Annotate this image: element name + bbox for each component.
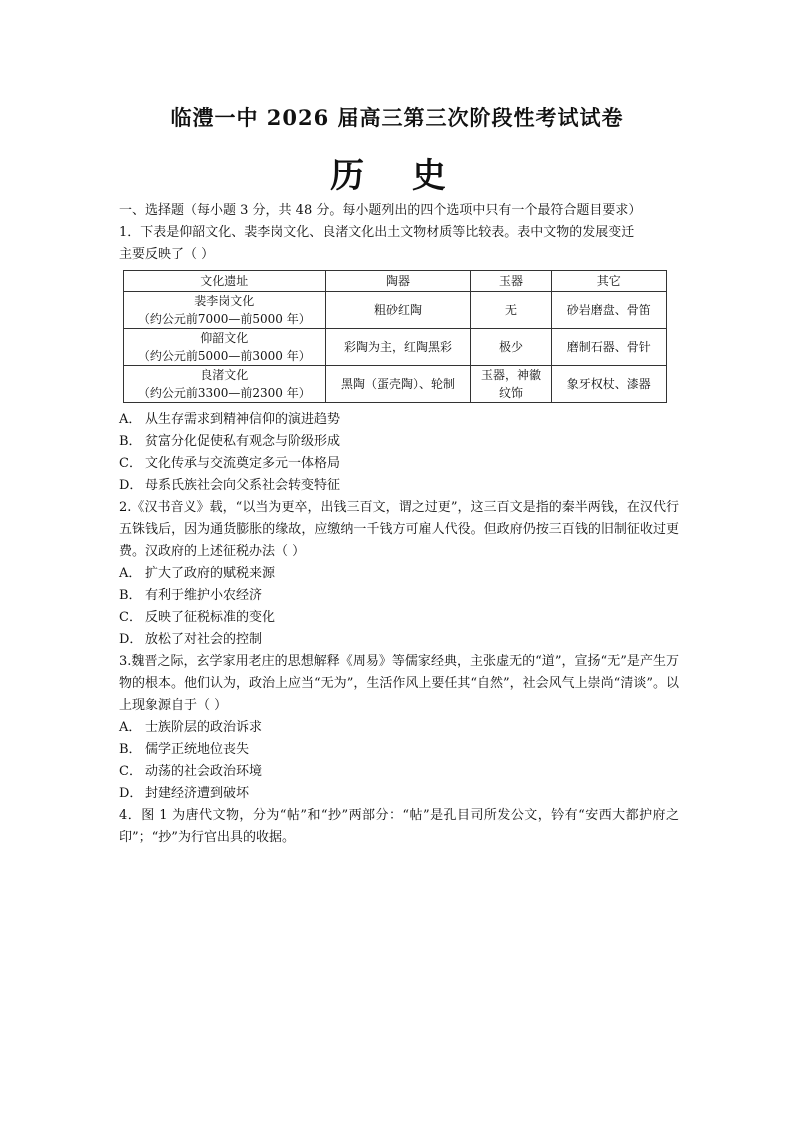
option-text: 封建经济遭到破坏 xyxy=(145,786,250,801)
q1-option-b xyxy=(119,431,679,453)
table-header-row xyxy=(124,271,667,292)
option-key: B． xyxy=(119,434,142,449)
q2-option-c xyxy=(119,607,679,629)
option-key: A． xyxy=(119,720,142,735)
table-cell-culture xyxy=(124,329,326,366)
table-cell-pottery: 粗砂红陶 xyxy=(325,292,471,329)
table-cell-jade: 玉器，神徽纹饰 xyxy=(471,366,551,403)
option-key: C． xyxy=(119,456,142,471)
exam-title: 临澧一中 2026 届高三第三次阶段性考试试卷 xyxy=(170,105,624,130)
option-key: D． xyxy=(119,478,143,493)
option-key: A． xyxy=(119,412,142,427)
culture-period: （约公元前7000—前5000 年） xyxy=(137,312,311,326)
table-row xyxy=(124,366,667,403)
q3-option-d xyxy=(119,783,679,805)
subject-title: 历 史 xyxy=(330,156,464,196)
option-text: 动荡的社会政治环境 xyxy=(145,764,263,779)
option-key: B． xyxy=(119,742,142,757)
option-text: 儒学正统地位丧失 xyxy=(145,742,250,757)
q2-option-a xyxy=(119,563,679,585)
table-cell-other: 磨制石器、骨针 xyxy=(551,329,667,366)
option-text: 放松了对社会的控制 xyxy=(145,632,263,647)
table-cell-jade: 无 xyxy=(471,292,551,329)
q2-option-d xyxy=(119,629,679,651)
q3-option-c xyxy=(119,761,679,783)
q3-option-a xyxy=(119,717,679,739)
q1-stem-line1: 1．下表是仰韶文化、裴李岗文化、良渚文化出土文物材质等比较表。表中文物的发展变迁 xyxy=(119,225,635,240)
option-key: A． xyxy=(119,566,142,581)
table-cell-other: 象牙权杖、漆器 xyxy=(551,366,667,403)
q3-stem: 3.魏晋之际，玄学家用老庄的思想解释《周易》等儒家经典，主张虚无的“道”，宣扬“无”是产生万物的根本。他们认为，政治上应当“无为”，生活作风上要任其“自然”，社会风气上崇尚“清谈”。以上现象源自于（ ） xyxy=(119,654,679,713)
table-cell-pottery: 彩陶为主，红陶黑彩 xyxy=(325,329,471,366)
q1-comparison-table xyxy=(123,270,667,403)
option-text: 士族阶层的政治诉求 xyxy=(145,720,263,735)
option-text: 有利于维护小农经济 xyxy=(145,588,263,603)
q1-option-c xyxy=(119,453,679,475)
table-header-cell: 其它 xyxy=(551,271,667,292)
q2-option-b xyxy=(119,585,679,607)
table-cell-jade: 极少 xyxy=(471,329,551,366)
q1-option-d xyxy=(119,475,679,497)
option-text: 从生存需求到精神信仰的演进趋势 xyxy=(145,412,341,427)
table-row xyxy=(124,292,667,329)
option-key: C． xyxy=(119,764,142,779)
option-key: B． xyxy=(119,588,142,603)
q2-stem: 2.《汉书音义》载，“以当为更卒，出钱三百文，谓之过更”，这三百文是指的秦半两钱，在汉代行五铢钱后，因为通货膨胀的缘故，应缴纳一千钱方可雇人代役。但政府仍按三百钱的旧制征收过更费。汉政府的上述征税办法（ ） xyxy=(119,500,679,559)
culture-name: 裴李岗文化 xyxy=(194,294,255,308)
option-text: 扩大了政府的赋税来源 xyxy=(145,566,276,581)
option-key: C． xyxy=(119,610,142,625)
culture-period: （约公元前3300—前2300 年） xyxy=(137,386,311,400)
table-header-cell: 文化遗址 xyxy=(124,271,326,292)
table-header-cell: 玉器 xyxy=(471,271,551,292)
table-cell-pottery: 黑陶（蛋壳陶）、轮制 xyxy=(325,366,471,403)
q1-stem-line2: 主要反映了（ ） xyxy=(119,247,215,262)
option-text: 反映了征税标准的变化 xyxy=(145,610,276,625)
q4-stem: 4．图 1 为唐代文物，分为“帖”和“抄”两部分：“帖”是孔目司所发公文，钤有“安西大都护府之印”；“抄”为行官出具的收据。 xyxy=(119,808,679,845)
option-text: 文化传承与交流奠定多元一体格局 xyxy=(145,456,341,471)
table-cell-culture xyxy=(124,292,326,329)
table-cell-culture xyxy=(124,366,326,403)
culture-name: 仰韶文化 xyxy=(200,331,249,345)
option-text: 母系氏族社会向父系社会转变特征 xyxy=(145,478,341,493)
culture-name: 良渚文化 xyxy=(200,368,249,382)
table-cell-other: 砂岩磨盘、骨笛 xyxy=(551,292,667,329)
option-key: D． xyxy=(119,786,143,801)
option-text: 贫富分化促使私有观念与阶级形成 xyxy=(145,434,341,449)
culture-period: （约公元前5000—前3000 年） xyxy=(137,349,311,363)
q1-option-a xyxy=(119,409,679,431)
table-header-cell: 陶器 xyxy=(325,271,471,292)
section-heading: 一、选择题（每小题 3 分，共 48 分。每小题列出的四个选项中只有一个最符合题目要求） xyxy=(119,203,642,218)
table-row xyxy=(124,329,667,366)
option-key: D． xyxy=(119,632,143,647)
q3-option-b xyxy=(119,739,679,761)
exam-content xyxy=(119,200,679,849)
